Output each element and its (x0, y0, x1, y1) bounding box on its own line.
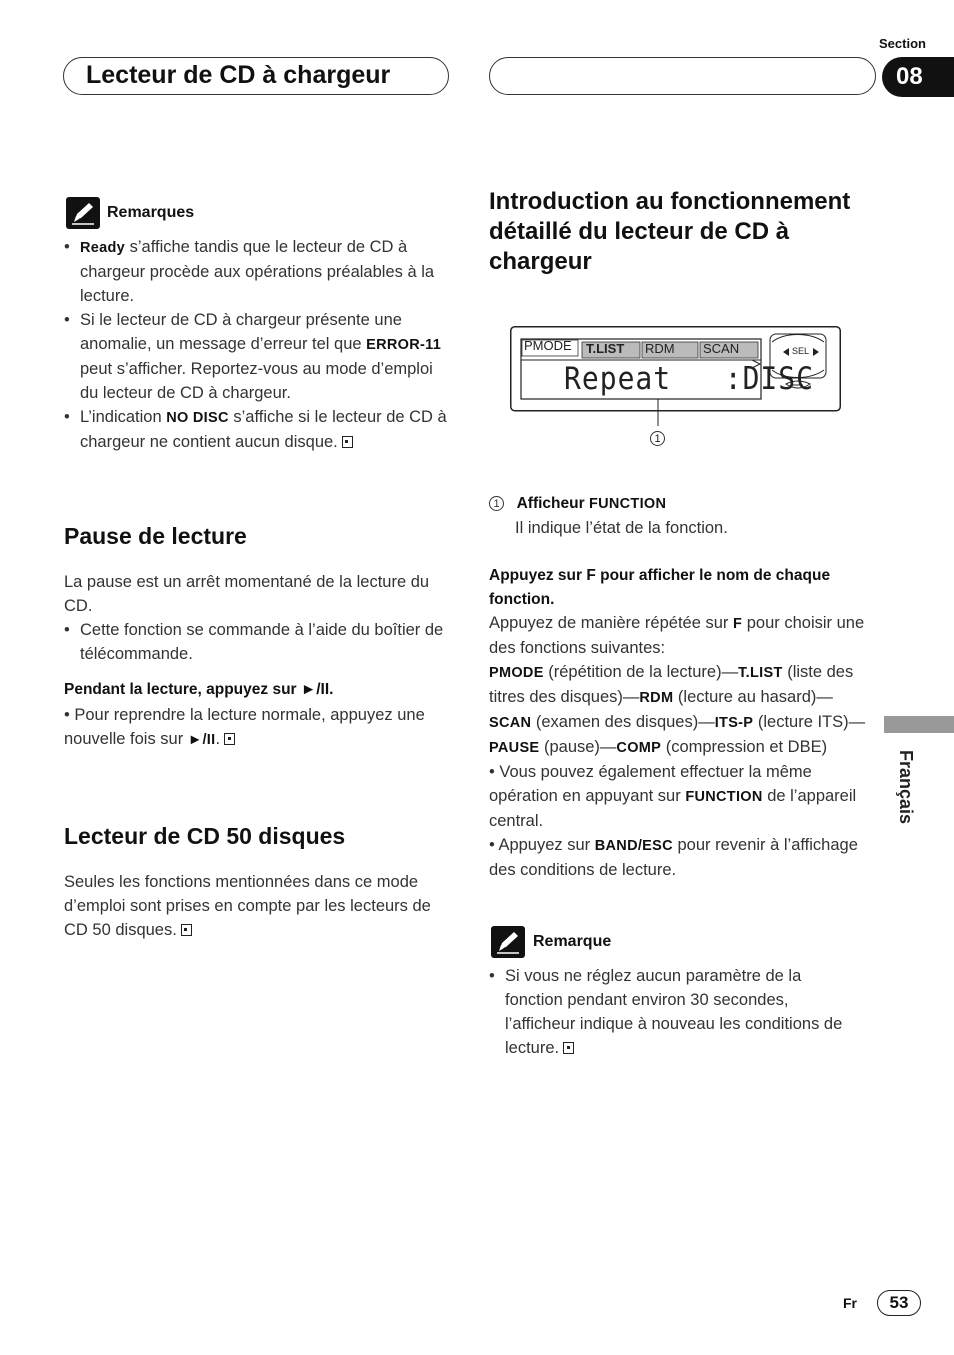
page-number: 53 (877, 1290, 921, 1316)
display-sel-label: SEL (792, 346, 810, 356)
language-label: Français (896, 750, 916, 825)
pause-instruction: Pendant la lecture, appuyez sur ►/II. (64, 681, 334, 698)
display-tab-tlist: T.LIST (586, 341, 625, 356)
display-callout: 1 (650, 430, 665, 448)
pencil-note-icon (491, 926, 525, 958)
language-tab (884, 716, 954, 733)
header-empty-box (489, 57, 876, 95)
list-item: • Vous pouvez également effectuer la même opération en appuyant sur FUNCTION de l’appareil central. (489, 763, 857, 830)
cd50-heading: Lecteur de CD 50 disques (64, 823, 346, 849)
function-legend: 1 Afficheur FUNCTION Il indique l’état de la fonction. (489, 491, 869, 540)
display-tab-scan: SCAN (703, 341, 740, 356)
intro-heading: Introduction au fonctionnement détaillé du lecteur de CD à chargeur (489, 188, 851, 275)
end-mark-icon (563, 1042, 574, 1054)
list-item: • Appuyez sur BAND/ESC pour revenir à l’affichage des conditions de lecture. (489, 836, 858, 879)
display-tab-rdm: RDM (645, 341, 675, 356)
notes-list (64, 235, 452, 454)
list-item: • Si le lecteur de CD à chargeur présente une anomalie, un message d’erreur tel que ERROR-11 peut s’afficher. Reportez-vous au mode d’emploi du lecteur de CD à chargeur. (64, 308, 452, 405)
display-tab-pmode: PMODE (524, 338, 572, 353)
list-item: • Cette fonction se commande à l’aide du boîtier de télécommande. (64, 618, 454, 666)
function-instruction: Appuyez sur F pour afficher le nom de chaque fonction. (489, 567, 831, 608)
footer-language: Fr (843, 1295, 857, 1311)
pause-heading: Pause de lecture (64, 523, 247, 549)
section-number: 08 (882, 57, 954, 97)
function-display-illustration (510, 326, 841, 412)
pencil-note-icon (66, 197, 100, 229)
end-mark-icon (224, 733, 235, 745)
pause-resume: • Pour reprendre la lecture normale, appuyez une nouvelle fois sur ►/II. (64, 706, 425, 748)
note-list (489, 964, 861, 1060)
section-label: Section (879, 36, 926, 51)
list-item: • Si vous ne réglez aucun paramètre de la fonction pendant environ 30 secondes, l’afficheur indique à nouveau les conditions de lecture. (489, 964, 861, 1060)
chapter-title-box (63, 57, 449, 95)
end-mark-icon (342, 436, 353, 448)
pause-body: La pause est un arrêt momentané de la lecture du CD. • Cette fonction se commande à l’aide du boîtier de télécommande. (64, 570, 454, 666)
note-title: Remarque (533, 933, 612, 950)
cd50-body: Seules les fonctions mentionnées dans ce mode d’emploi sont prises en compte par les lecteurs de CD 50 disques. (64, 873, 431, 939)
chapter-title: Lecteur de CD à chargeur (86, 61, 391, 89)
list-item: • Ready s’affiche tandis que le lecteur de CD à chargeur procède aux opérations préalables à la lecture. (64, 235, 452, 308)
end-mark-icon (181, 924, 192, 936)
notes-title: Remarques (107, 204, 195, 221)
list-item: • L’indication NO DISC s’affiche si le lecteur de CD à chargeur ne contient aucun disque. (64, 405, 452, 454)
function-body: Appuyez de manière répétée sur F pour choisir une des fonctions suivantes: PMODE (répétition de la lecture)—T.LIST (liste des titres des disques)—RDM (lecture au hasard)—SCAN (examen des disques)—ITS-P (lecture ITS)—PAUSE (pause)—COMP (compression et DBE) • Vous pouvez également effectuer la même opération en appuyant sur FUNCTION de l’appareil central. • Appuyez sur BAND/ESC pour revenir à l’affichage des conditions de lecture. (489, 611, 873, 882)
display-main-text: Repeat :DISC (564, 360, 815, 397)
